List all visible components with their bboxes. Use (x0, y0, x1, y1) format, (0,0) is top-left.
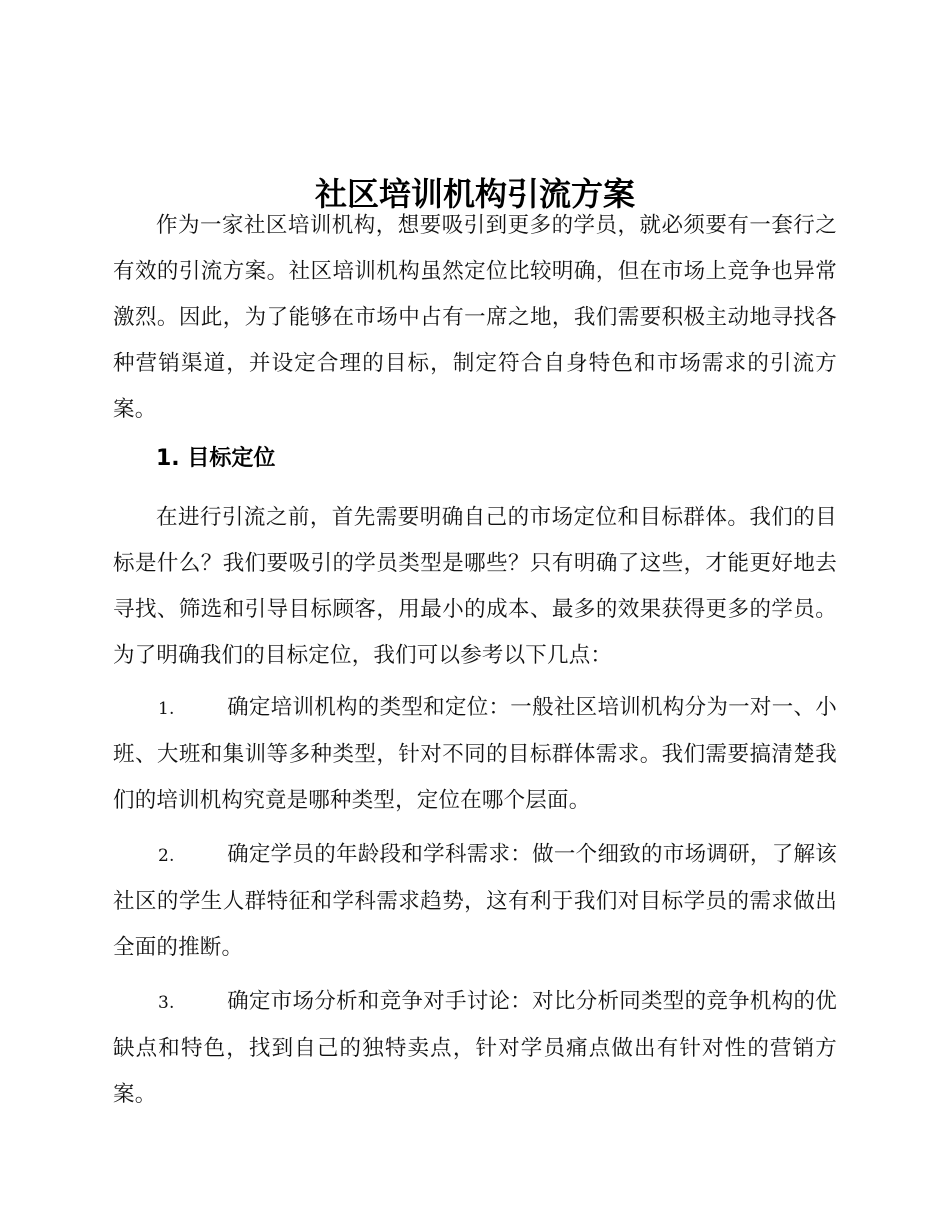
list-item-text: 确定学员的年龄段和学科需求：做一个细致的市场调研，了解该社区的学生人群特征和学科需求趋势，这有利于我们对目标学员的需求做出全面的推断。 (113, 842, 837, 960)
list-item (113, 685, 837, 824)
list-item-number: 1. (158, 699, 175, 719)
list-item (113, 979, 837, 1118)
document-title: 社区培训机构引流方案 (314, 175, 635, 214)
section-heading-target-positioning: 1. 目标定位 (156, 446, 276, 471)
list-item-number: 3. (158, 993, 175, 1013)
list-item-text: 确定培训机构的类型和定位：一般社区培训机构分为一对一、小班、大班和集训等多种类型，针对不同的目标群体需求。我们需要搞清楚我们的培训机构究竟是哪种类型，定位在哪个层面。 (113, 695, 837, 813)
list-item-number: 2. (158, 846, 175, 866)
list-item (113, 832, 837, 971)
list-item-text: 确定市场分析和竞争对手讨论：对比分析同类型的竞争机构的优缺点和特色，找到自己的独特卖点，针对学员痛点做出有针对性的营销方案。 (113, 989, 837, 1107)
section-body-paragraph: 在进行引流之前，首先需要明确自己的市场定位和目标群体。我们的目标是什么？我们要吸引的学员类型是哪些？只有明确了这些，才能更好地去寻找、筛选和引导目标顾客，用最小的成本、最多的效果获得更多的学员。为了明确我们的目标定位，我们可以参考以下几点： (113, 505, 837, 668)
intro-paragraph: 作为一家社区培训机构，想要吸引到更多的学员，就必须要有一套行之有效的引流方案。社区培训机构虽然定位比较明确，但在市场上竞争也异常激烈。因此，为了能够在市场中占有一席之地，我们需要积极主动地寻找各种营销渠道，并设定合理的目标，制定符合自身特色和市场需求的引流方案。 (113, 213, 837, 422)
